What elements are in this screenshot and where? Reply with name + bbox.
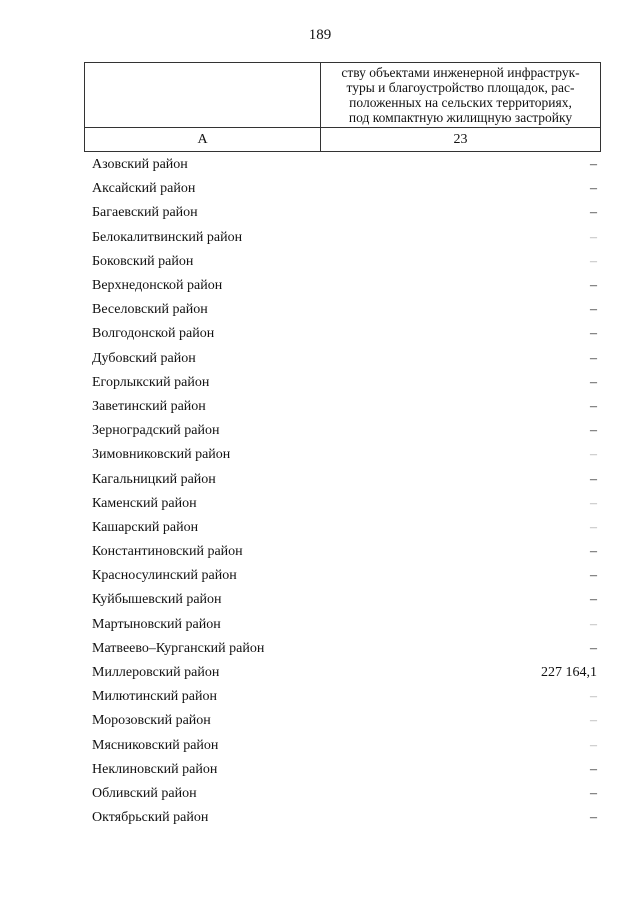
district-name: Морозовский район <box>92 713 211 729</box>
district-name: Милютинский район <box>92 689 218 705</box>
table-header <box>84 62 601 152</box>
header-line: туры и благоустройство площадок, рас- <box>346 80 575 95</box>
table-row <box>92 371 597 395</box>
district-value: – <box>590 278 597 294</box>
table-row <box>92 322 597 346</box>
header-line: положенных на сельских территориях, <box>349 95 572 110</box>
district-name: Зерноградский район <box>92 423 220 439</box>
district-value: – <box>590 592 597 608</box>
district-value: – <box>590 229 597 245</box>
table-row <box>92 492 597 516</box>
district-value: – <box>590 810 597 826</box>
table-row <box>92 709 597 733</box>
district-value: – <box>590 640 597 656</box>
table-row <box>92 588 597 612</box>
column-index-a: А <box>85 128 321 152</box>
table-row <box>92 347 597 371</box>
district-value: – <box>590 761 597 777</box>
district-value: – <box>590 495 597 511</box>
district-value: – <box>590 713 597 729</box>
table-row <box>92 467 597 491</box>
district-value: – <box>590 326 597 342</box>
district-value: – <box>590 181 597 197</box>
district-name: Неклиновский район <box>92 761 218 777</box>
district-name: Каменский район <box>92 495 197 511</box>
district-name: Кагальницкий район <box>92 471 216 487</box>
table-row <box>92 734 597 758</box>
district-name: Багаевский район <box>92 205 198 221</box>
district-name: Верхнедонской район <box>92 278 223 294</box>
district-name: Мартыновский район <box>92 616 221 632</box>
district-list <box>92 153 597 830</box>
table-row <box>92 516 597 540</box>
table-row <box>92 685 597 709</box>
district-value: – <box>590 689 597 705</box>
district-name: Октябрьский район <box>92 810 209 826</box>
district-name: Азовский район <box>92 157 188 173</box>
district-value: 227 164,1 <box>541 665 597 681</box>
header-line: ству объектами инженерной инфраструк- <box>341 65 580 80</box>
table-row <box>92 782 597 806</box>
district-name: Зимовниковский район <box>92 447 231 463</box>
header-row <box>85 63 601 128</box>
district-name: Матвеево–Курганский район <box>92 640 265 656</box>
district-value: – <box>590 302 597 318</box>
district-value: – <box>590 544 597 560</box>
district-value: – <box>590 737 597 753</box>
header-line: под компактную жилищную застройку <box>348 110 573 125</box>
table-row <box>92 395 597 419</box>
table-row <box>92 661 597 685</box>
district-value: – <box>590 785 597 801</box>
district-name: Белокалитвинский район <box>92 229 243 245</box>
district-name: Красносулинский район <box>92 568 237 584</box>
table-row <box>92 564 597 588</box>
table-row <box>92 250 597 274</box>
district-value: – <box>590 374 597 390</box>
table-row <box>92 637 597 661</box>
district-name: Куйбышевский район <box>92 592 222 608</box>
district-name: Егорлыкский район <box>92 374 210 390</box>
table-row <box>92 758 597 782</box>
district-name: Мясниковский район <box>92 737 219 753</box>
district-name: Кашарский район <box>92 519 199 535</box>
table-row <box>92 298 597 322</box>
district-name: Константиновский район <box>92 544 243 560</box>
table-row <box>92 419 597 443</box>
district-name: Миллеровский район <box>92 665 220 681</box>
district-value: – <box>590 519 597 535</box>
header-cell-a <box>85 63 321 128</box>
district-value: – <box>590 568 597 584</box>
table-row <box>92 201 597 225</box>
district-value: – <box>590 447 597 463</box>
column-index-row <box>85 128 601 152</box>
district-name: Боковский район <box>92 253 194 269</box>
district-value: – <box>590 423 597 439</box>
district-value: – <box>590 157 597 173</box>
table-row <box>92 153 597 177</box>
district-value: – <box>590 350 597 366</box>
district-name: Аксайский район <box>92 181 196 197</box>
table-row <box>92 540 597 564</box>
table-row <box>92 177 597 201</box>
district-name: Дубовский район <box>92 350 196 366</box>
district-name: Обливский район <box>92 785 197 801</box>
district-value: – <box>590 253 597 269</box>
header-cell-23 <box>321 63 601 128</box>
page-number: 189 <box>308 27 332 43</box>
district-value: – <box>590 398 597 414</box>
district-value: – <box>590 616 597 632</box>
table-row <box>92 226 597 250</box>
table-row <box>92 806 597 830</box>
district-value: – <box>590 205 597 221</box>
district-name: Волгодонской район <box>92 326 215 342</box>
table-row <box>92 274 597 298</box>
table-row <box>92 443 597 467</box>
table-row <box>92 613 597 637</box>
district-name: Веселовский район <box>92 302 208 318</box>
district-value: – <box>590 471 597 487</box>
district-name: Заветинский район <box>92 398 206 414</box>
column-index-23: 23 <box>321 128 601 152</box>
